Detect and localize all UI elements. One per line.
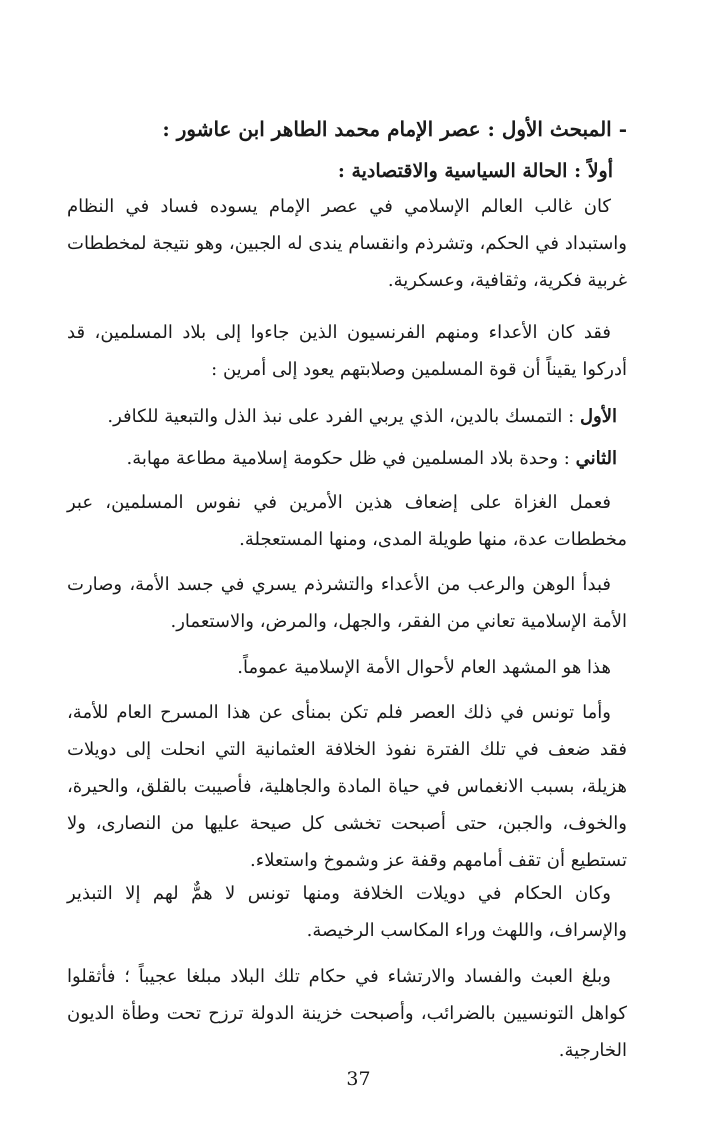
list-item-text: : التمسك بالدين، الذي يربي الفرد على نبذ الذل والتبعية للكافر. [107,406,580,427]
paragraph-1: كان غالب العالم الإسلامي في عصر الإمام يسوده فساد في النظام واستبداد في الحكم، وتشرذم وانقسام يندى له الجبين، وهو نتيجة لمخططات غربية فكرية، وثقافية، وعسكرية. [67,196,627,291]
paragraph-3: فعمل الغزاة على إضعاف هذين الأمرين في نفوس المسلمين، عبر مخططات عدة، منها طويلة المدى، ومنها المستعجلة. [67,492,627,550]
paragraph-2: فقد كان الأعداء ومنهم الفرنسيون الذين جاءوا إلى بلاد المسلمين، قد أدركوا يقيناً أن قوة المسلمين وصلابتهم يعود إلى أمرين : [67,322,627,380]
list-item-text: : وحدة بلاد المسلمين في ظل حكومة إسلامية مطاعة مهابة. [126,448,576,469]
list-item-first [67,402,617,432]
list-item-label: الثاني [575,448,617,469]
paragraph-8: وبلغ العبث والفساد والارتشاء في حكام تلك البلاد مبلغا عجيباً ؛ فأثقلوا كواهل التونسيين بالضرائب، وأصبحت خزينة الدولة ترزح تحت وطأة الديون الخارجية. [67,966,627,1061]
paragraph-5: هذا هو المشهد العام لأحوال الأمة الإسلامية عموماً. [237,657,611,678]
paragraph-6: وأما تونس في ذلك العصر فلم تكن بمنأى عن هذا المسرح العام للأمة، فقد ضعف في تلك الفترة نفوذ الخلافة العثمانية التي انحلت إلى دويلات هزيلة، بسبب الانغماس في حياة المادة والجاهلية، فأصيبت بالقلق، والحيرة، والخوف، والجبن، حتى أصبحت تخشى كل صيحة عليها من النصارى، ولا تستطيع أن تقف أمامهم وقفة عز وشموخ واستعلاء. [67,702,627,871]
list-item-label: الأول [579,406,617,427]
paragraph-7: وكان الحكام في دويلات الخلافة ومنها تونس لا همٌّ لهم إلا التبذير والإسراف، واللهث وراء المكاسب الرخيصة. [67,883,627,941]
list-item-second [67,444,617,474]
subheading: أولاً : الحالة السياسية والاقتصادية : [337,160,613,182]
section-heading: - المبحث الأول : عصر الإمام محمد الطاهر ابن عاشور : [162,117,627,141]
paragraph-4: فبدأ الوهن والرعب من الأعداء والتشرذم يسري في جسد الأمة، وصارت الأمة الإسلامية تعاني من الفقر، والجهل، والمرض، والاستعمار. [67,574,627,632]
page-number: 37 [346,1068,371,1090]
